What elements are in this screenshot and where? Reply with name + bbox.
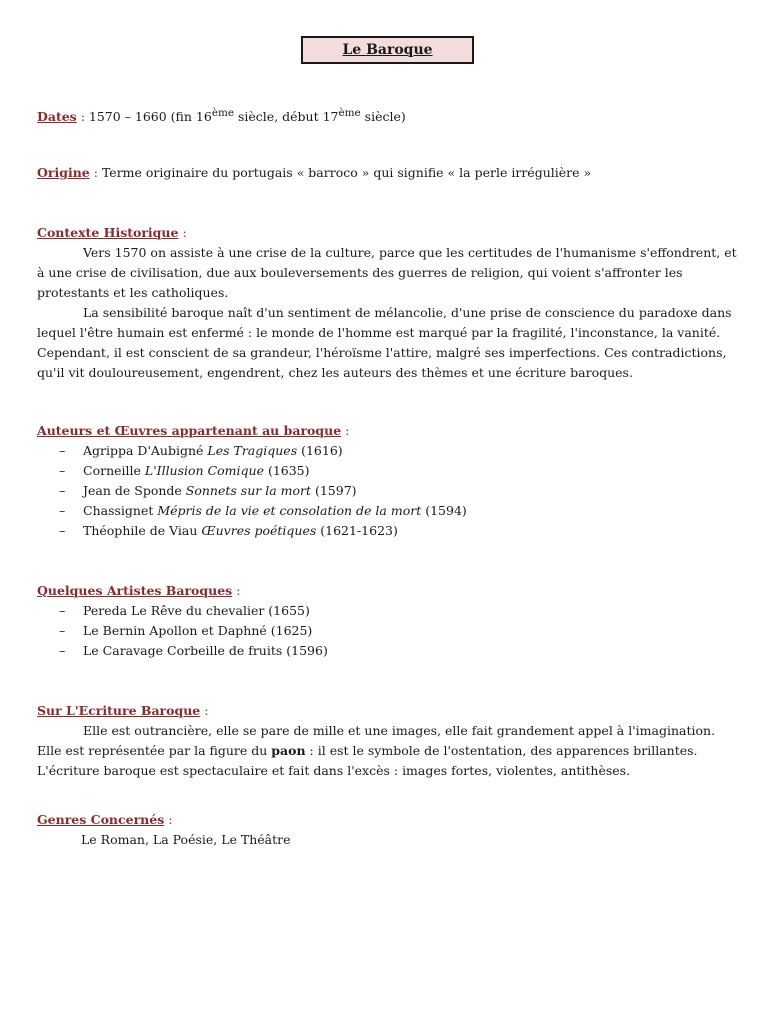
author-name: Agrippa D'Aubigné	[83, 443, 208, 458]
dates-mid: siècle, début 17	[234, 109, 339, 125]
dates-sup1: ème	[211, 107, 235, 119]
work-year: (1597)	[311, 483, 357, 498]
origine-section	[37, 163, 738, 183]
artistes-list	[37, 601, 738, 661]
work-year: (1594)	[421, 503, 467, 518]
author-name: Jean de Sponde	[83, 483, 186, 498]
work-title: Les Tragiques	[207, 443, 298, 458]
dates-colon: :	[76, 109, 89, 125]
list-item: – Pereda Le Rêve du chevalier (1655)	[37, 601, 738, 621]
dates-sup2: ème	[338, 107, 361, 119]
ecriture-bold-word: paon	[271, 743, 306, 758]
work-year: (1635)	[263, 463, 310, 478]
auteurs-heading: Auteurs et Œuvres appartenant au baroque	[37, 423, 342, 438]
list-item	[37, 441, 738, 461]
ecriture-heading: Sur L'Ecriture Baroque	[37, 703, 201, 718]
list-item	[37, 521, 738, 541]
author-name: Chassignet	[83, 503, 158, 518]
work-title: Sonnets sur la mort	[185, 483, 311, 498]
origine-colon: :	[89, 165, 102, 180]
author-name: Corneille	[83, 463, 145, 478]
contexte-paragraph-2: La sensibilité baroque naît d'un sentiment de mélancolie, d'une prise de conscience du paradoxe dans lequel l'être humain est enfermé : le monde de l'homme est marqué par la fragilité, l'inconstance, la vanité. Cependant, il est conscient de sa grandeur, l'héroïsme l'attire, malgré ses imperfections. Ces contradictions, qu'il vit douloureusement, engendrent, chez les auteurs des thèmes et une écriture baroques.	[37, 305, 732, 380]
auteurs-list	[37, 441, 738, 541]
list-item	[37, 481, 738, 501]
ecriture-text-pre: Elle est outrancière, elle se pare de mille et une images, elle fait grandement appel à l'imagination. Elle est représentée par la figure du	[37, 723, 716, 758]
genres-section	[37, 810, 738, 850]
contexte-heading: Contexte Historique	[37, 225, 179, 240]
work-year: (1616)	[297, 443, 343, 458]
genres-colon: :	[164, 812, 173, 827]
dates-section	[37, 103, 738, 127]
dates-heading: Dates	[37, 109, 77, 125]
artistes-section	[37, 581, 738, 661]
ecriture-section	[37, 701, 738, 781]
genres-text: Le Roman, La Poésie, Le Théâtre	[81, 832, 291, 847]
list-item	[37, 501, 738, 521]
auteurs-colon: :	[341, 423, 350, 438]
auteurs-section	[37, 421, 738, 541]
dates-post: siècle)	[360, 109, 406, 125]
contexte-colon: :	[178, 225, 187, 240]
ecriture-colon: :	[200, 703, 209, 718]
origine-heading: Origine	[37, 165, 90, 180]
origine-text: Terme originaire du portugais « barroco » qui signifie « la perle irrégulière »	[101, 165, 592, 180]
ecriture-text-post: : il est le symbole de l'ostentation, des apparences brillantes. L'écriture baroque est spectaculaire et fait dans l'excès : images fortes, violentes, antithèses.	[37, 743, 698, 778]
list-item	[37, 461, 738, 481]
genres-heading: Genres Concernés	[37, 812, 165, 827]
dates-pre: 1570 – 1660 (fin 16	[88, 109, 212, 125]
ecriture-paragraph	[37, 721, 738, 781]
title-box	[301, 36, 474, 64]
artistes-colon: :	[232, 583, 241, 598]
author-name: Théophile de Viau	[83, 523, 202, 538]
work-title: Œuvres poétiques	[201, 523, 317, 538]
work-title: L'Illusion Comique	[144, 463, 264, 478]
list-item: – Le Bernin Apollon et Daphné (1625)	[37, 621, 738, 641]
page-title: Le Baroque	[342, 42, 433, 58]
artistes-heading: Quelques Artistes Baroques	[37, 583, 233, 598]
work-title: Mépris de la vie et consolation de la mort	[157, 503, 422, 518]
list-item: – Le Caravage Corbeille de fruits (1596)	[37, 641, 738, 661]
contexte-section	[37, 223, 738, 383]
work-year: (1621-1623)	[316, 523, 398, 538]
contexte-paragraph-1: Vers 1570 on assiste à une crise de la culture, parce que les certitudes de l'humanisme s'effondrent, et à une crise de civilisation, due aux bouleversements des guerres de religion, qui voient s'affronter les protestants et les catholiques.	[37, 245, 737, 300]
